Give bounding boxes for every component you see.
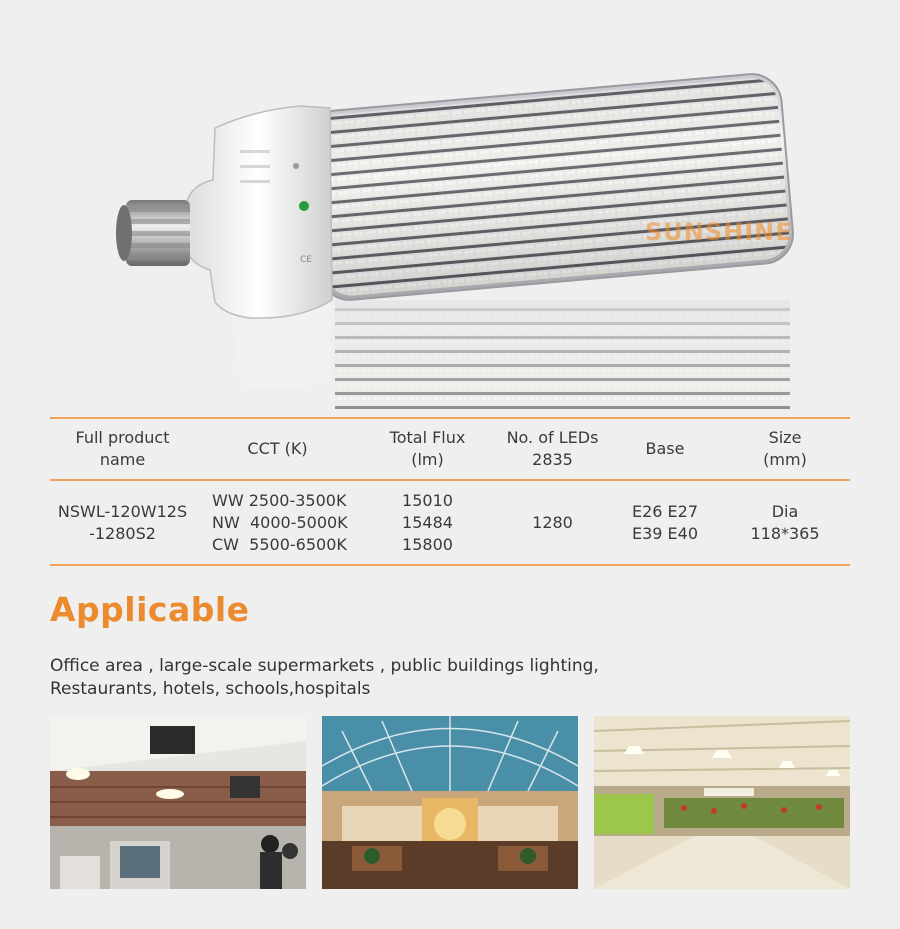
cell-total-flux: 15010 15484 15800 xyxy=(402,490,453,554)
applicable-line-1: Office area , large-scale supermarkets , public buildings lighting, xyxy=(50,656,599,676)
header-total-flux: Total Flux (lm) xyxy=(389,428,466,469)
product-hero xyxy=(0,0,900,415)
cell-led-count: 1280 xyxy=(532,512,573,532)
spec-table xyxy=(50,417,850,566)
header-cct: CCT (K) xyxy=(247,439,308,458)
cell-product-name: NSWL-120W12S -1280S2 xyxy=(57,501,188,543)
svg-text:CE: CE xyxy=(300,255,312,265)
cell-cct: WW 2500-3500K NW 4000-5000K CW 5500-6500K xyxy=(212,490,348,554)
supermarket-photo xyxy=(594,716,850,889)
header-size: Size (mm) xyxy=(763,428,807,469)
brand-watermark: SUNSHINE xyxy=(645,218,793,246)
office-photo xyxy=(50,716,306,889)
cell-size: Dia 118*365 xyxy=(750,501,820,543)
header-base: Base xyxy=(645,439,685,458)
corn-light-image xyxy=(0,0,900,415)
header-led-count: No. of LEDs 2835 xyxy=(506,428,599,469)
header-product-name: Full product name xyxy=(75,428,170,469)
applicable-heading: Applicable xyxy=(50,590,250,629)
cell-base: E26 E27 E39 E40 xyxy=(631,501,699,543)
table-row xyxy=(50,481,850,564)
applicable-description xyxy=(50,655,850,701)
atrium-photo xyxy=(322,716,578,889)
spec-table-header xyxy=(50,419,850,481)
application-photos xyxy=(50,716,850,889)
applicable-line-2: Restaurants, hotels, schools,hospitals xyxy=(50,679,371,699)
